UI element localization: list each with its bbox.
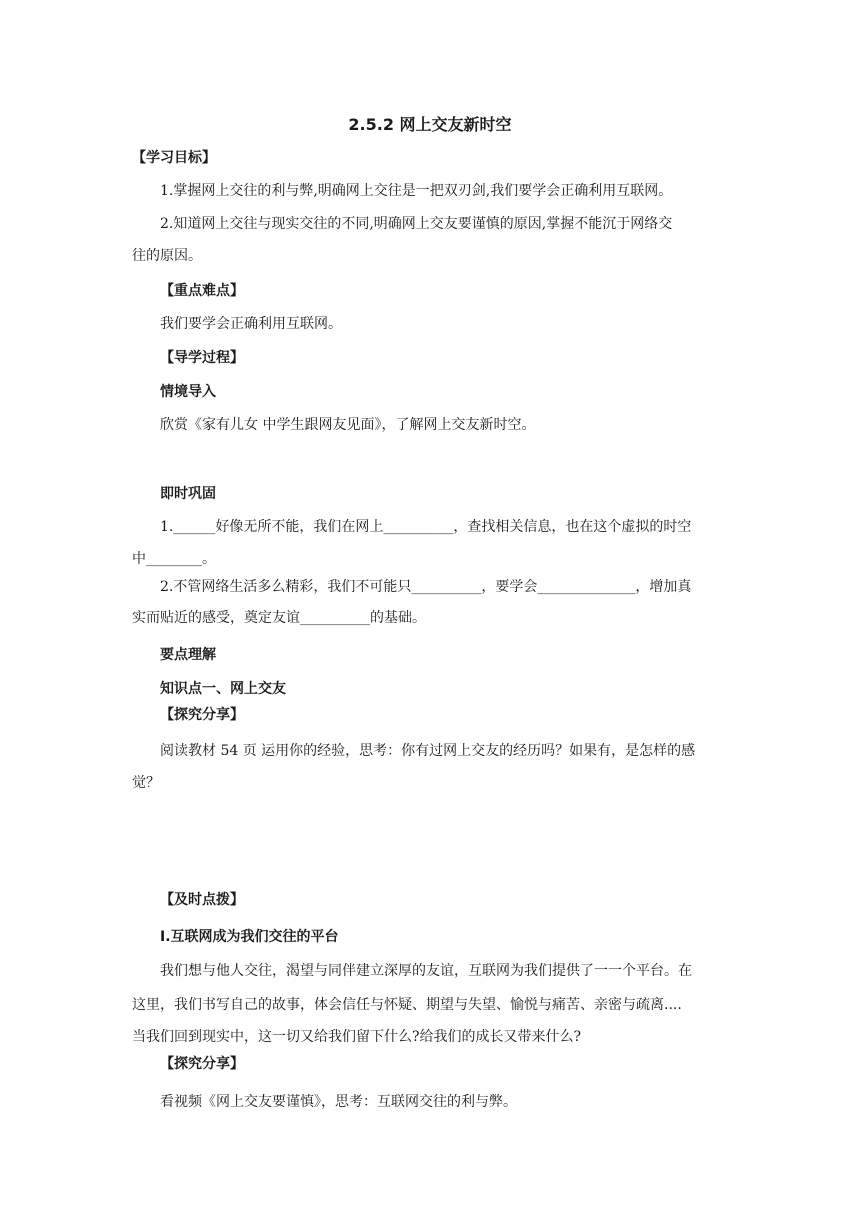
- goal-item-1: 1.掌握网上交往的利与弊,明确网上交往是一把双刃剑,我们要学会正确利用互联网。: [160, 183, 673, 199]
- knowledge-point-1: 知识点一、网上交友: [160, 681, 286, 697]
- goal-header: 【学习目标】: [132, 150, 216, 166]
- explore-text-1-line-1: 阅读教材 54 页 运用你的经验，思考：你有过网上交友的经历吗？如果有，是怎样的感: [160, 743, 696, 759]
- question-1-line-2: 中________。: [132, 551, 216, 567]
- goal-item-2-line-2: 往的原因。: [132, 248, 202, 264]
- page-title: 2.5.2 网上交友新时空: [348, 115, 512, 134]
- tip-1-line-3: 当我们回到现实中，这一切又给我们留下什么?给我们的成长又带来什么?: [132, 1029, 582, 1045]
- question-2-line-1: 2.不管网络生活多么精彩，我们不可能只__________，要学会______________，增加真: [160, 579, 692, 595]
- tip-1-line-2: 这里，我们书写自己的故事，体会信任与怀疑、期望与失望、愉悦与痛苦、亲密与疏离....: [132, 997, 682, 1013]
- intro-text: 欣赏《家有儿女 中学生跟网友见面》，了解网上交友新时空。: [160, 417, 536, 433]
- intro-header: 情境导入: [160, 384, 216, 400]
- guide-header: 【导学过程】: [160, 350, 244, 366]
- tip-1-line-1: 我们想与他人交往，渴望与同伴建立深厚的友谊，互联网为我们提供了一一个平台。在: [160, 963, 692, 979]
- key-header: 【重点难点】: [160, 283, 244, 299]
- explore-text-2: 看视频《网上交友要谨慎》，思考：互联网交往的利与弊。: [160, 1094, 517, 1110]
- explore-header-2: 【探究分享】: [160, 1056, 244, 1072]
- consolidate-header: 即时巩固: [160, 486, 216, 502]
- points-header: 要点理解: [160, 647, 216, 663]
- key-text: 我们要学会正确利用互联网。: [160, 316, 342, 332]
- question-2-line-2: 实而贴近的感受，奠定友谊__________的基础。: [132, 610, 426, 626]
- goal-item-2-line-1: 2.知道网上交往与现实交往的不同,明确网上交友要谨慎的原因,掌握不能沉于网络交: [160, 216, 673, 232]
- explore-text-1-line-2: 觉？: [132, 775, 160, 791]
- question-1-line-1: 1.______好像无所不能，我们在网上__________，查找相关信息，也在这个虚拟的时空: [160, 519, 692, 535]
- explore-header-1: 【探究分享】: [160, 707, 244, 723]
- tips-header: 【及时点拨】: [160, 892, 244, 908]
- tip-1-title: Ⅰ.互联网成为我们交往的平台: [160, 929, 339, 945]
